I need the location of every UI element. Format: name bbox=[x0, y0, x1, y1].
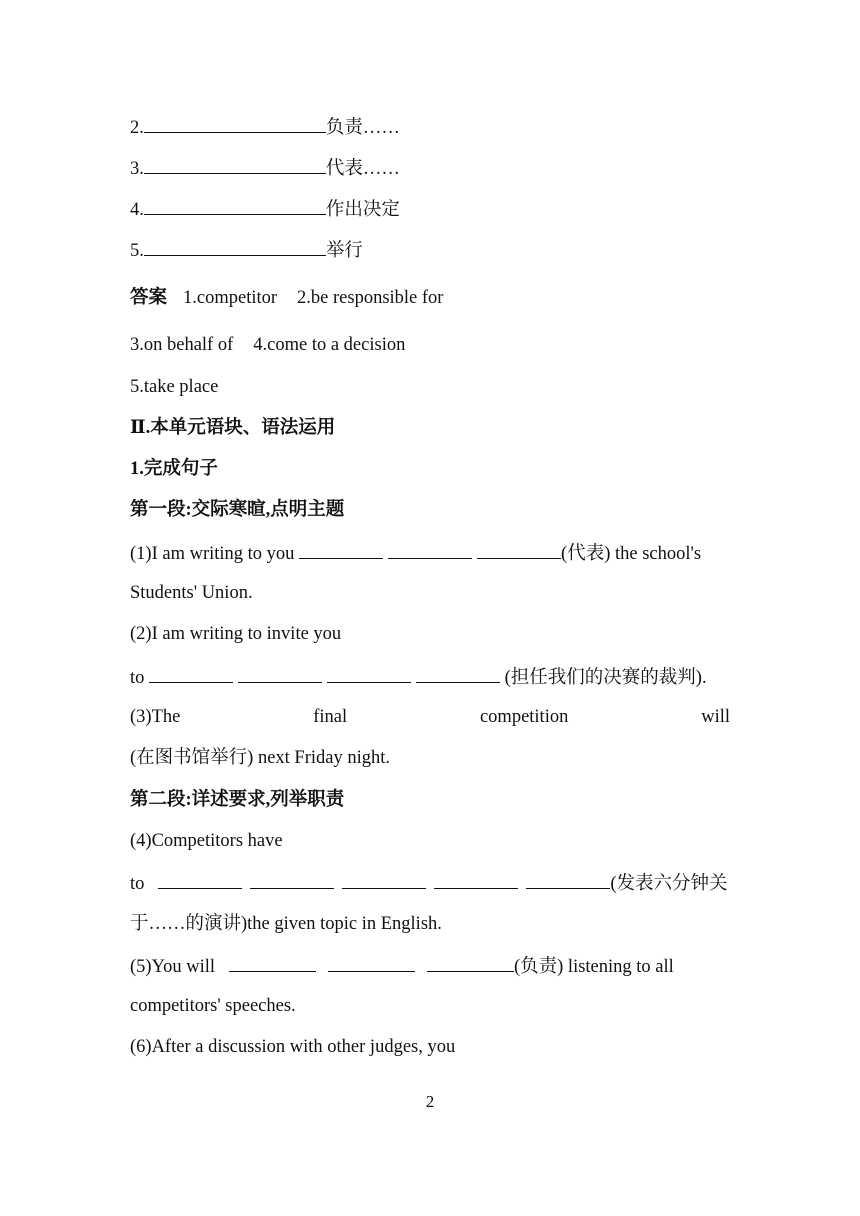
answer-blank[interactable] bbox=[158, 870, 242, 889]
question-text: Students' Union. bbox=[130, 583, 253, 603]
answer-blank[interactable] bbox=[328, 953, 415, 972]
answer-blank[interactable] bbox=[388, 540, 472, 559]
answer-blank[interactable] bbox=[229, 953, 316, 972]
question-word: (3)The bbox=[130, 707, 181, 727]
question-text: competitors' speeches. bbox=[130, 996, 296, 1016]
question-text: (在图书馆举行) next Friday night. bbox=[130, 748, 391, 768]
item-meaning: 作出决定 bbox=[325, 200, 400, 220]
answer-blank[interactable] bbox=[149, 664, 233, 683]
answer-blank[interactable] bbox=[427, 953, 514, 972]
question-5 bbox=[130, 953, 730, 979]
answer-blank[interactable] bbox=[144, 196, 326, 215]
paragraph-heading: 第二段:详述要求,列举职责 bbox=[130, 790, 345, 810]
answer-blank[interactable] bbox=[299, 540, 383, 559]
question-4-blanks bbox=[130, 870, 730, 896]
item-meaning: 代表…… bbox=[325, 159, 400, 179]
answer-blank[interactable] bbox=[144, 114, 326, 133]
answer-text: 3.on behalf of bbox=[130, 335, 234, 355]
answer-text: 1.competitor bbox=[183, 288, 278, 308]
vocab-item bbox=[130, 196, 730, 222]
answer-blank[interactable] bbox=[477, 540, 561, 559]
question-hint: (负责) listening to all bbox=[513, 957, 674, 977]
question-hint: (发表六分钟关 bbox=[610, 874, 728, 894]
page-number: 2 bbox=[425, 1092, 435, 1111]
vocab-item bbox=[130, 114, 730, 140]
question-word: competition bbox=[479, 707, 569, 727]
section-heading: Ⅱ.本单元语块、语法运用 bbox=[130, 418, 336, 438]
answer-blank[interactable] bbox=[434, 870, 518, 889]
question-6: (6)After a discussion with other judges, you bbox=[130, 1037, 456, 1057]
answer-line bbox=[130, 286, 730, 312]
item-meaning: 举行 bbox=[325, 241, 363, 261]
item-number: 4. bbox=[130, 200, 144, 220]
question-word: will bbox=[701, 707, 730, 727]
question-word: final bbox=[313, 707, 348, 727]
answer-text: 5.take place bbox=[130, 377, 219, 397]
answer-blank[interactable] bbox=[342, 870, 426, 889]
answer-line bbox=[130, 375, 730, 401]
answer-blank[interactable] bbox=[250, 870, 334, 889]
answer-blank[interactable] bbox=[416, 664, 500, 683]
question-text: (1)I am writing to you bbox=[130, 544, 300, 564]
item-meaning: 负责…… bbox=[325, 118, 400, 138]
answer-blank[interactable] bbox=[327, 664, 411, 683]
question-3 bbox=[130, 705, 730, 731]
question-text: 于……的演讲)the given topic in English. bbox=[130, 914, 442, 934]
question-hint: (担任我们的决赛的裁判). bbox=[500, 668, 707, 688]
answer-text: 2.be responsible for bbox=[297, 288, 444, 308]
question-text: to bbox=[130, 874, 145, 894]
question-2: (2)I am writing to invite you bbox=[130, 624, 342, 644]
item-number: 5. bbox=[130, 241, 144, 261]
answer-blank[interactable] bbox=[238, 664, 322, 683]
question-hint: (代表) the school's bbox=[561, 544, 702, 564]
question-4: (4)Competitors have bbox=[130, 831, 283, 851]
vocab-item bbox=[130, 155, 730, 181]
sub-heading: 1.完成句子 bbox=[130, 459, 218, 479]
question-text: to bbox=[130, 668, 150, 688]
answer-blank[interactable] bbox=[526, 870, 610, 889]
answer-blank[interactable] bbox=[144, 155, 326, 174]
item-number: 2. bbox=[130, 118, 144, 138]
question-2-blanks bbox=[130, 664, 730, 690]
answer-text: 4.come to a decision bbox=[253, 335, 406, 355]
answer-blank[interactable] bbox=[144, 237, 326, 256]
paragraph-heading: 第一段:交际寒暄,点明主题 bbox=[130, 500, 345, 520]
question-text: (5)You will bbox=[130, 957, 215, 977]
answer-label: 答案 bbox=[130, 288, 168, 308]
answer-line bbox=[130, 333, 730, 359]
item-number: 3. bbox=[130, 159, 144, 179]
question-1 bbox=[130, 540, 730, 566]
vocab-item bbox=[130, 237, 730, 263]
